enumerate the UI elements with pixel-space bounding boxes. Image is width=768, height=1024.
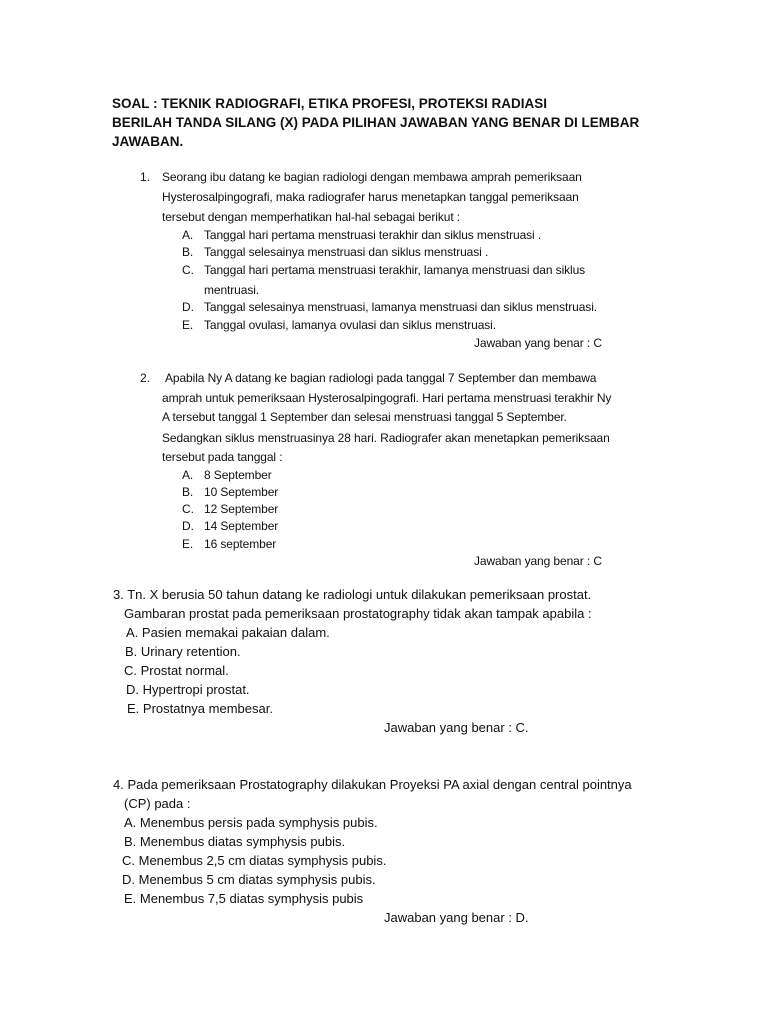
q2-option-a-text: 8 September	[204, 468, 272, 482]
q1-line-1: Seorang ibu datang ke bagian radiologi dengan membawa amprah pemeriksaan	[162, 170, 582, 184]
q2-answer: Jawaban yang benar : C	[474, 554, 602, 568]
q3-answer: Jawaban yang benar : C.	[384, 720, 529, 735]
q2-option-c-text: 12 September	[204, 502, 279, 516]
q1-option-b-text: Tanggal selesainya menstruasi dan siklus menstruasi .	[204, 245, 489, 259]
q1-number: 1.	[140, 170, 150, 184]
q2-line-2: amprah untuk pemeriksaan Hysterosalpingografi. Hari pertama menstruasi terakhir Ny	[162, 391, 612, 405]
q1-option-a-letter: A.	[182, 228, 194, 242]
q1-option-e-text: Tanggal ovulasi, lamanya ovulasi dan siklus menstruasi.	[204, 318, 496, 332]
q3-option-e: E. Prostatnya membesar.	[127, 701, 273, 716]
q1-option-b-letter: B.	[182, 245, 194, 259]
header-line-3: JAWABAN.	[112, 134, 184, 149]
q1-option-a-text: Tanggal hari pertama menstruasi terakhir dan siklus menstruasi .	[204, 228, 542, 242]
q1-option-c-text: Tanggal hari pertama menstruasi terakhir, lamanya menstruasi dan siklus	[204, 263, 586, 277]
q1-option-d-text: Tanggal selesainya menstruasi, lamanya menstruasi dan siklus menstruasi.	[204, 300, 597, 314]
q2-option-e-letter: E.	[182, 537, 194, 551]
q1-option-c-letter: C.	[182, 263, 194, 277]
q1-answer: Jawaban yang benar : C	[474, 336, 602, 350]
q1-option-e-letter: E.	[182, 318, 194, 332]
q3-option-b: B. Urinary retention.	[125, 644, 241, 659]
q1-line-3: tersebut dengan memperhatikan hal-hal sebagai berikut :	[162, 210, 461, 224]
q2-option-c-letter: C.	[182, 502, 194, 516]
q3-line-2: Gambaran prostat pada pemeriksaan prostatography tidak akan tampak apabila :	[124, 606, 592, 621]
q3-option-a: A. Pasien memakai pakaian dalam.	[126, 625, 330, 640]
q4-answer: Jawaban yang benar : D.	[384, 910, 529, 925]
q2-option-b-text: 10 September	[204, 485, 279, 499]
q1-option-c-continuation: mentruasi.	[204, 283, 260, 297]
q2-option-a-letter: A.	[182, 468, 194, 482]
q4-option-e: E. Menembus 7,5 diatas symphysis pubis	[124, 891, 364, 906]
q2-option-d-letter: D.	[182, 519, 194, 533]
q2-line-3: A tersebut tanggal 1 September dan selesai menstruasi tanggal 5 September.	[162, 410, 567, 424]
q4-option-d: D. Menembus 5 cm diatas symphysis pubis.	[122, 872, 376, 887]
q3-option-d: D. Hypertropi prostat.	[126, 682, 250, 697]
q2-line-4: Sedangkan siklus menstruasinya 28 hari. Radiografer akan menetapkan pemeriksaan	[162, 431, 610, 445]
q2-line-1: Apabila Ny A datang ke bagian radiologi pada tanggal 7 September dan membawa	[165, 371, 597, 385]
q4-option-b: B. Menembus diatas symphysis pubis.	[124, 834, 346, 849]
q3-line-1: 3. Tn. X berusia 50 tahun datang ke radiologi untuk dilakukan pemeriksaan prostat.	[113, 587, 592, 602]
q3-option-c: C. Prostat normal.	[124, 663, 229, 678]
q2-number: 2.	[140, 371, 150, 385]
header-line-2: BERILAH TANDA SILANG (X) PADA PILIHAN JAWABAN YANG BENAR DI LEMBAR	[112, 115, 640, 130]
q4-option-a: A. Menembus persis pada symphysis pubis.	[124, 815, 378, 830]
q2-option-e-text: 16 september	[204, 537, 277, 551]
q2-line-5: tersebut pada tanggal :	[162, 450, 283, 464]
q2-option-d-text: 14 September	[204, 519, 279, 533]
q4-line-1: 4. Pada pemeriksaan Prostatography dilakukan Proyeksi PA axial dengan central pointnya	[113, 777, 632, 792]
q4-line-2: (CP) pada :	[124, 796, 191, 811]
q4-option-c: C. Menembus 2,5 cm diatas symphysis pubis.	[122, 853, 387, 868]
header-line-1: SOAL : TEKNIK RADIOGRAFI, ETIKA PROFESI, PROTEKSI RADIASI	[112, 96, 548, 111]
q2-option-b-letter: B.	[182, 485, 194, 499]
q1-line-2: Hysterosalpingografi, maka radiografer harus menetapkan tanggal pemeriksaan	[162, 190, 579, 204]
q1-option-d-letter: D.	[182, 300, 194, 314]
